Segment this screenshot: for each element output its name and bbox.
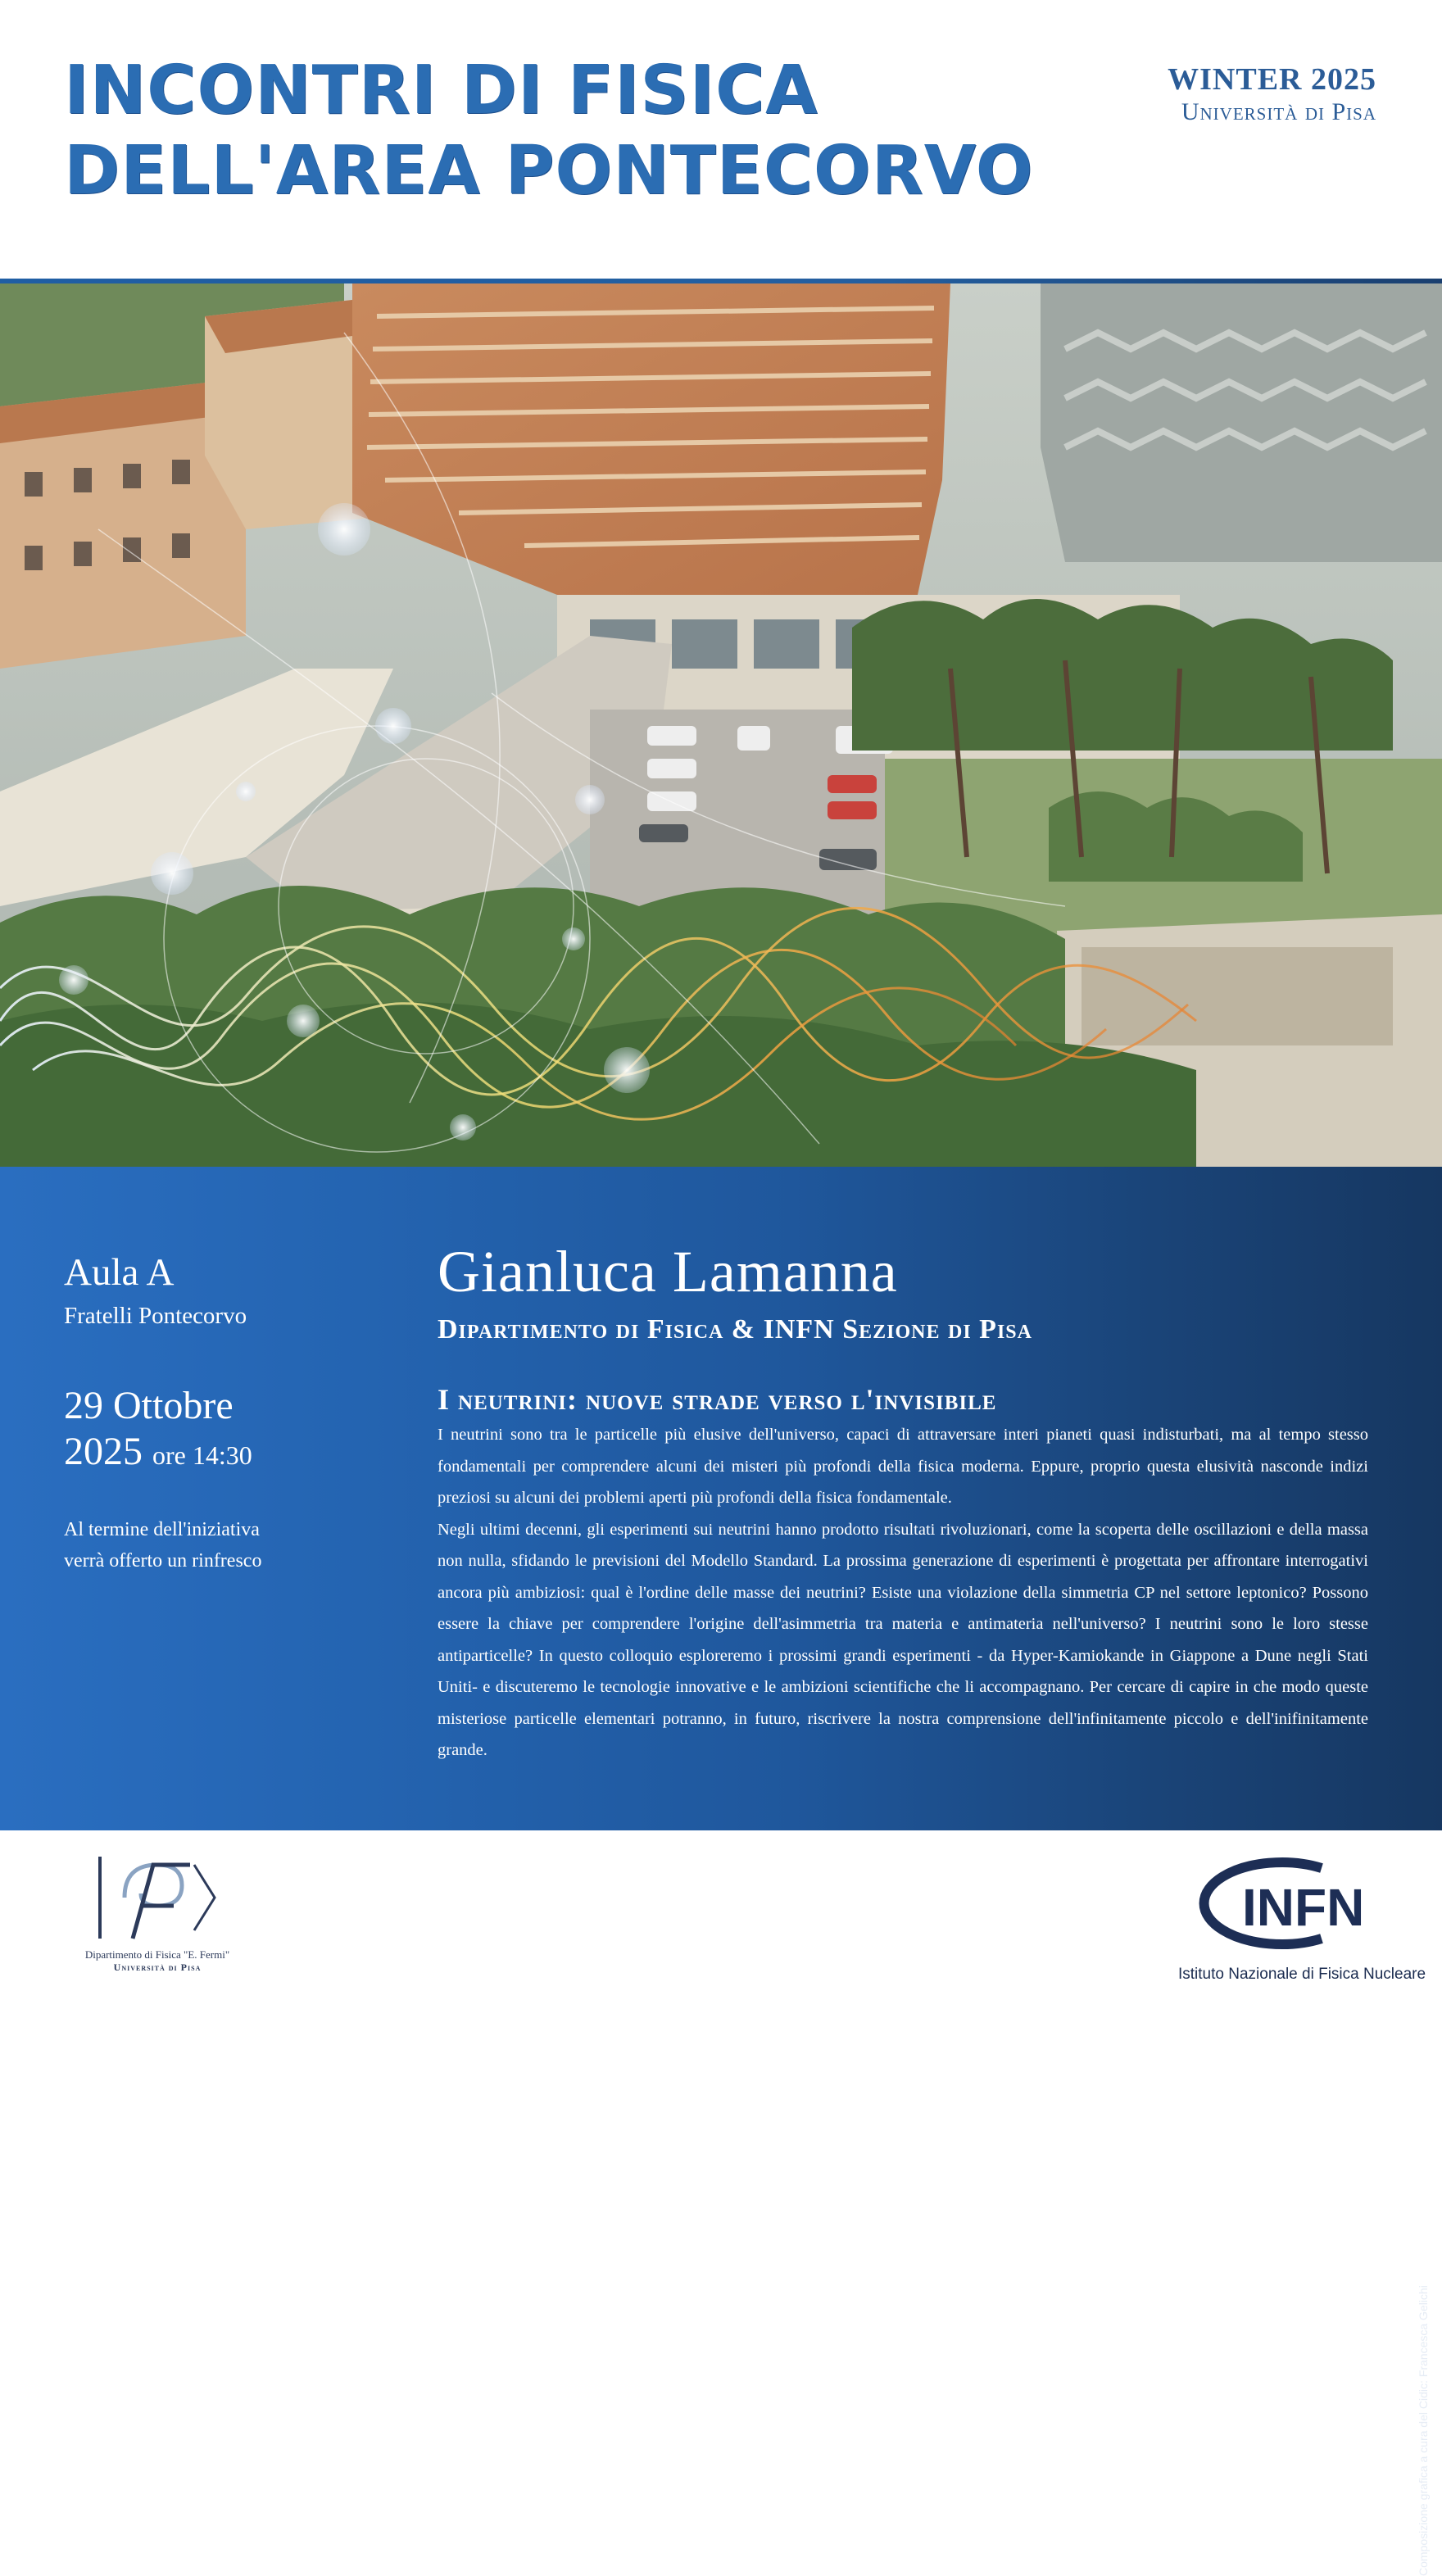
infn-full-name: Istituto Nazionale di Fisica Nucleare <box>1178 1966 1426 1983</box>
series-title-line1: INCONTRI DI FISICA <box>64 52 818 129</box>
abstract-paragraph: Negli ultimi decenni, gli esperimenti sui neutrini hanno prodotto risultati rivoluzionari, come la scoperta delle oscillazioni e della massa non nulla, sfidando le previsioni del Modello Standard. La prossima generazione di esperimenti è progettata per affrontare interrogativi ancora più ambiziosi: qual è l'ordine delle masse dei neutrini? Esiste una violazione della simmetria CP nel settore leptonico? Possono essere la chiave per comprendere l'origine dell'asimmetria tra materia e antimateria nell'universo? I neutrini sono le loro stesse antiparticelle? In questo colloquio esploreremo i prossimi grandi esperimenti - da Hyper-Kamiokande in Giappone a Dune negli Stati Uniti- e discuteremo le tecnologie innovative e le ambizioni scientifiche che li accompagnano. Per cercare di capire in che modo queste misteriose particelle elementari potranno, in futuro, riscrivere la nostra comprensione dell'infinitamente piccolo e dell'inifinitamente grande. <box>438 1520 1368 1759</box>
fermi-monogram-icon <box>92 1848 223 1947</box>
speaker-affiliation: Dipartimento di Fisica & INFN Sezione di Pisa <box>438 1314 1032 1345</box>
event-time: ore 14:30 <box>152 1440 252 1470</box>
abstract-paragraph: I neutrini sono tra le particelle più elusive dell'universo, capaci di attraversare interi pianeti quasi indisturbati, ma al tempo stesso fondamentali per comprendere alcuni dei misteri più profondi della fisica moderna. Eppure, proprio questa elusività nasconde indizi preziosi su alcuni dei problemi aperti più profondi della fisica fondamentale. <box>438 1426 1368 1507</box>
infn-logo <box>1178 1850 1426 1984</box>
season-block <box>1168 62 1376 126</box>
design-credit: Composizione grafica a cura del Cidic: Francesca Gelichi <box>1417 2285 1430 2576</box>
campus-aerial-photo <box>0 283 1442 1167</box>
season-label: WINTER 2025 <box>1168 62 1376 97</box>
department-name: Dipartimento di Fisica "E. Fermi" <box>84 1948 230 1961</box>
room-name: Fratelli Pontecorvo <box>64 1303 247 1329</box>
refreshment-note-line1: Al termine dell'iniziativa <box>64 1519 260 1540</box>
event-logistics <box>64 1250 392 1576</box>
event-date: 29 Ottobre <box>64 1384 234 1427</box>
talk-abstract <box>438 1419 1368 1766</box>
series-title <box>64 51 1033 211</box>
poster-header <box>0 0 1442 283</box>
physics-department-logo <box>59 1848 256 1974</box>
department-university: Università di Pisa <box>113 1961 202 1973</box>
event-year-time <box>64 1429 392 1478</box>
infn-emblem-icon <box>1178 1850 1391 1957</box>
university-label: Università di Pisa <box>1181 98 1376 125</box>
infn-acronym: INFN <box>1242 1878 1365 1937</box>
speaker-name: Gianluca Lamanna <box>438 1239 898 1304</box>
refreshment-note <box>64 1514 392 1576</box>
talk-title: I neutrini: nuove strade verso l'invisibile <box>438 1383 997 1416</box>
series-title-line2: DELL'AREA PONTECORVO <box>64 132 1034 210</box>
room-label: Aula A <box>64 1251 175 1294</box>
event-year: 2025 <box>64 1430 143 1473</box>
refreshment-note-line2: verrà offerto un rinfresco <box>64 1550 262 1571</box>
poster-footer <box>0 1830 1442 2038</box>
talk-details <box>438 1237 1368 1766</box>
